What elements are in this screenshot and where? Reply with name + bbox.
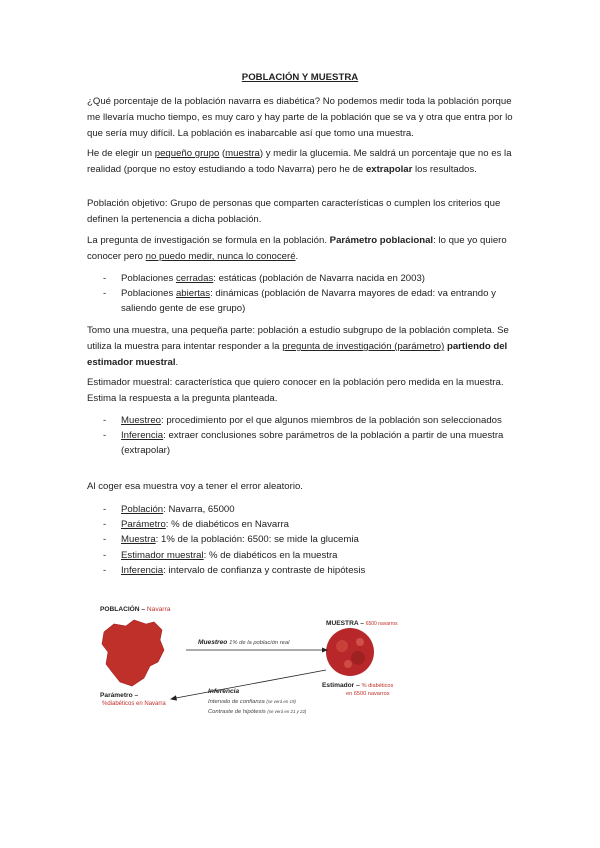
no-puedo-medir-term: no puedo medir, nunca lo conoceré <box>145 251 296 262</box>
paragraph-poblacion-objetivo: Población objetivo: Grupo de personas que comparten características o cumplen los criterios que definen la pertenencia a dicha población. <box>87 198 501 225</box>
inferencia-label: Inferencia <box>208 688 240 695</box>
contraste-hipotesis-label: Contraste de hipótesis (se verá en 21 y 22) <box>208 709 307 715</box>
parametro-poblacional-term: Parámetro poblacional <box>329 235 434 246</box>
estimador-label: Estimador – % diabéticos <box>322 682 394 689</box>
list-item: - Poblaciones cerradas: estáticas (población de Navarra nacida en 2003) <box>103 273 425 284</box>
list-item: - Muestreo: procedimiento por el que algunos miembros de la población son seleccionados <box>103 415 502 426</box>
paragraph-parametro: La pregunta de investigación se formula en la población. Parámetro poblacional: lo que yo quiero conocer pero no puedo medir, nunca lo conoceré. <box>87 235 507 262</box>
estimador-term: partiendo del estimador muestral <box>87 341 508 368</box>
extrapolar-term: extrapolar <box>365 164 413 175</box>
navarra-map <box>102 620 164 686</box>
list-muestreo-inferencia <box>103 413 523 459</box>
list-poblaciones <box>103 271 523 317</box>
list-item: - Población: Navarra, 65000 <box>103 504 235 515</box>
estimador-value: en 6500 navarros <box>346 691 390 697</box>
pregunta-investigacion-term: pregunta de investigación (parámetro) <box>282 341 445 352</box>
muestra-term: muestra <box>225 148 260 159</box>
parametro-label: Parámetro – <box>100 692 139 699</box>
list-item: - Poblaciones abiertas: dinámicas (población de Navarra mayores de edad: va entrando y saliendo gente de ese grupo) <box>103 288 496 315</box>
paragraph-estimador: Estimador muestral: característica que quiero conocer en la población pero medida en la muestra. Estima la respuesta a la pregunta planteada. <box>87 377 504 404</box>
muestra-label: MUESTRA – 6500 navarros <box>326 620 398 627</box>
list-item: - Parámetro: % de diabéticos en Navarra <box>103 519 289 531</box>
list-item: - Inferencia: extraer conclusiones sobre parámetros de la población a partir de una muestra (extrapolar) <box>103 430 504 457</box>
sample-blob <box>326 628 374 676</box>
paragraph-muestra: He de elegir un pequeño grupo (muestra) y medir la glucemia. Me saldrá un porcentaje que no es la realidad (porque no estoy estudiando a todo Navarra) pero he de extrapolar los resultados. <box>87 148 512 175</box>
muestreo-label: Muestreo 1% de la población real <box>198 639 290 646</box>
page-title: POBLACIÓN Y MUESTRA <box>241 72 359 83</box>
poblacion-label: POBLACIÓN – Navarra <box>100 606 171 613</box>
pequeno-grupo-term: pequeño grupo <box>154 148 220 159</box>
sampling-diagram <box>90 606 420 724</box>
list-item: - Muestra: 1% de la población: 6500: se mide la glucemia <box>103 534 359 546</box>
list-item: - Inferencia: intervalo de confianza y contraste de hipótesis <box>103 564 366 576</box>
inferencia-arrow <box>176 670 326 698</box>
intervalo-confianza-label: Intervalo de confianza (se verá en 19) <box>208 699 296 705</box>
paragraph-error-aleatorio: Al coger esa muestra voy a tener el error aleatorio. <box>87 481 303 492</box>
paragraph-tomo-muestra: Tomo una muestra, una pequeña parte: población a estudio subgrupo de la población completa. Se utiliza la muestra para intentar responder a la pregunta de investigación (parámetro) partiendo del estimador muestral. <box>87 325 509 368</box>
paragraph-intro: ¿Qué porcentaje de la población navarra es diabética? No podemos medir toda la población porque me llevaría mucho tiempo, es muy caro y hay parte de la población que se va y otra que entra por lo que sería muy difícil. La población es inabarcable así que tomo una muestra. <box>87 96 513 139</box>
list-item: - Estimador muestral: % de diabéticos en la muestra <box>103 549 338 561</box>
parametro-value: %diabéticos en Navarra <box>102 701 166 707</box>
list-ejemplo <box>103 502 523 578</box>
